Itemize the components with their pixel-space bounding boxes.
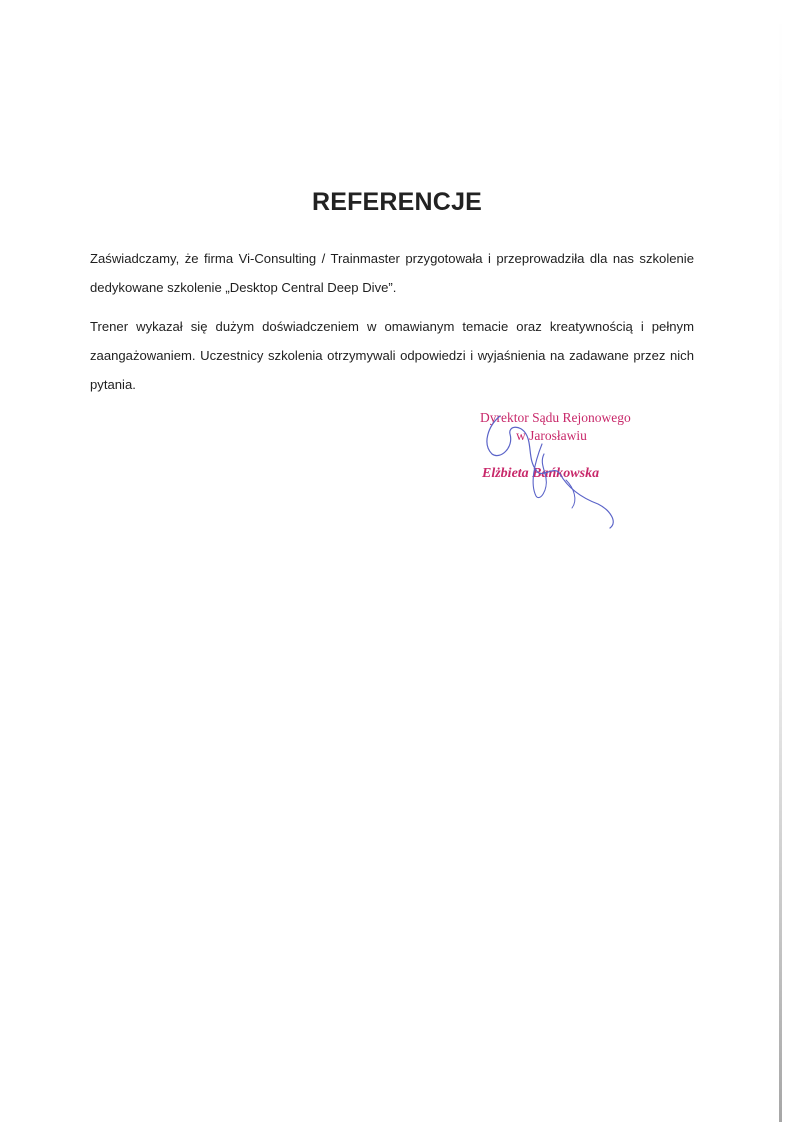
stamp-location-line: w Jarosławiu (516, 428, 587, 443)
signature-stroke-main (487, 416, 613, 528)
paragraph-confirmation: Zaświadczamy, że firma Vi-Consulting / Trainmaster przygotowała i przeprowadziła dla nas szkolenie dedykowane szkolenie „Desktop Central Deep Dive”. (90, 251, 694, 295)
stamp-name-line: Elżbieta Bańkowska (482, 466, 600, 481)
paragraph-trainer-evaluation: Trener wykazał się dużym doświadczeniem w omawianym temacie oraz kreatywnością i pełnym zaangażowaniem. Uczestnicy szkolenia otrzymywali odpowiedzi i wyjaśnienia na zadawane przez nich pytania. (90, 319, 694, 392)
scan-edge-shadow (779, 0, 782, 1122)
official-stamp (470, 404, 630, 534)
document-title: REFERENCJE (311, 188, 483, 216)
handwritten-signature (470, 404, 630, 534)
stamp-title-line: Dyrektor Sądu Rejonowego (480, 410, 631, 425)
signature-stroke-loop (533, 444, 546, 498)
